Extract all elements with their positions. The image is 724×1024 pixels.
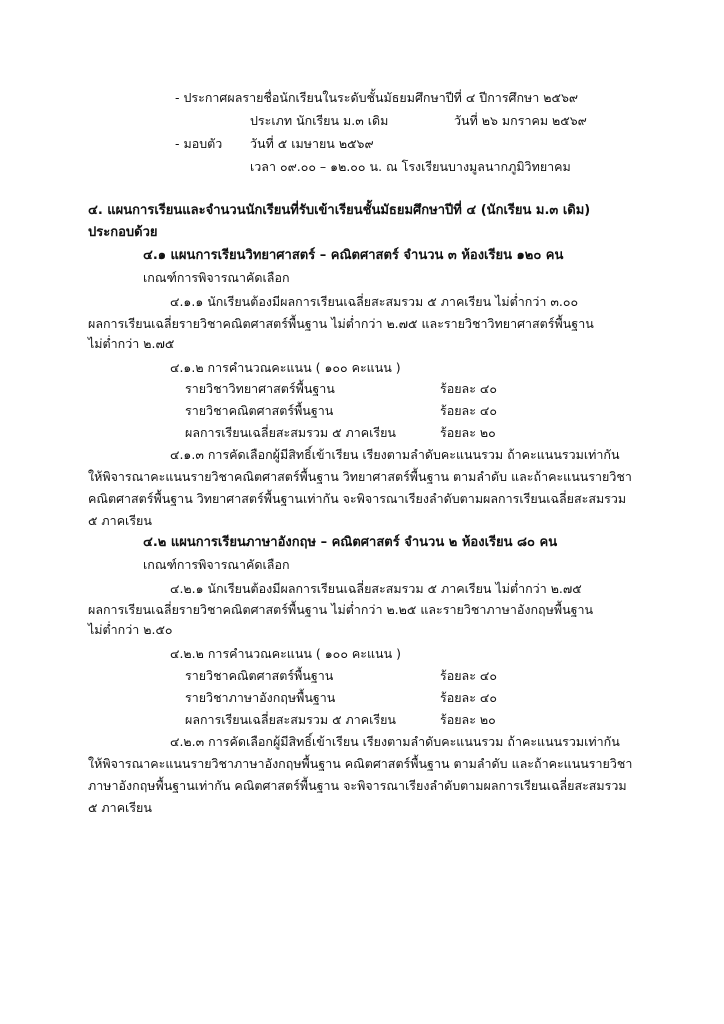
plan2-criterion1-line3: ไม่ต่ำกว่า ๒.๕๐: [88, 622, 173, 637]
plan2-criterion3-line2: ให้พิจารณาคะแนนรายวิชาภาษาอังกฤษพื้นฐาน คณิตศาสตร์พื้นฐาน ตามลำดับ และถ้าคะแนนรายวิชา: [88, 756, 633, 771]
plan1-criterion3-line3: คณิตศาสตร์พื้นฐาน วิทยาศาสตร์พื้นฐานเท่ากัน จะพิจารณาเรียงลำดับตามผลการเรียนเฉลี่ยสะสมรวม: [88, 491, 627, 506]
plan1-score-subject: รายวิชาวิทยาศาสตร์พื้นฐาน: [185, 381, 335, 396]
plan1-score-weight: ร้อยละ ๔๐: [440, 381, 497, 396]
report-time: เวลา ๐๙.๐๐ – ๑๒.๐๐ น. ณ โรงเรียนบางมูลนากภูมิวิทยาคม: [250, 159, 571, 174]
plan2-score-subject: ผลการเรียนเฉลี่ยสะสมรวม ๕ ภาคเรียน: [185, 712, 396, 727]
plan1-criterion3-line4: ๕ ภาคเรียน: [88, 513, 152, 528]
plan1-title: ๔.๑ แผนการเรียนวิทยาศาสตร์ – คณิตศาสตร์ จำนวน ๓ ห้องเรียน ๑๒๐ คน: [143, 248, 564, 263]
plan2-criterion3-line3: ภาษาอังกฤษพื้นฐานเท่ากัน คณิตศาสตร์พื้นฐาน จะพิจารณาเรียงลำดับตามผลการเรียนเฉลี่ยสะสมรวม: [88, 778, 627, 793]
plan2-criterion1-line2: ผลการเรียนเฉลี่ยรายวิชาคณิตศาสตร์พื้นฐาน ไม่ต่ำกว่า ๒.๒๕ และรายวิชาภาษาอังกฤษพื้นฐาน: [88, 602, 594, 617]
plan2-title: ๔.๒ แผนการเรียนภาษาอังกฤษ – คณิตศาสตร์ จำนวน ๒ ห้องเรียน ๘๐ คน: [143, 535, 558, 550]
plan2-score-weight: ร้อยละ ๔๐: [440, 690, 497, 705]
report-date: วันที่ ๕ เมษายน ๒๕๖๙: [250, 136, 374, 151]
section-heading-cont: ประกอบด้วย: [88, 225, 158, 240]
plan1-criterion1-line2: ผลการเรียนเฉลี่ยรายวิชาคณิตศาสตร์พื้นฐาน ไม่ต่ำกว่า ๒.๗๕ และรายวิชาวิทยาศาสตร์พื้นฐาน: [88, 316, 594, 331]
plan2-score-subject: รายวิชาคณิตศาสตร์พื้นฐาน: [185, 668, 334, 683]
plan1-score-subject: ผลการเรียนเฉลี่ยสะสมรวม ๕ ภาคเรียน: [185, 425, 396, 440]
plan2-criterion1-line1: ๔.๒.๑ นักเรียนต้องมีผลการเรียนเฉลี่ยสะสมรวม ๕ ภาคเรียน ไม่ต่ำกว่า ๒.๗๕: [170, 581, 582, 596]
plan2-score-weight: ร้อยละ ๔๐: [440, 668, 497, 683]
plan2-criterion3-line4: ๕ ภาคเรียน: [88, 800, 152, 815]
plan1-criteria-label: เกณฑ์การพิจารณาคัดเลือก: [143, 270, 290, 285]
announce-label: - ประกาศผลรายชื่อนักเรียนในระดับชั้นมัธยมศึกษาปีที่ ๔ ปีการศึกษา ๒๕๖๙: [175, 90, 579, 105]
plan1-score-title: ๔.๑.๒ การคำนวณคะแนน ( ๑๐๐ คะแนน ): [170, 360, 401, 375]
plan2-criteria-label: เกณฑ์การพิจารณาคัดเลือก: [143, 557, 290, 572]
plan2-score-title: ๔.๒.๒ การคำนวณคะแนน ( ๑๐๐ คะแนน ): [170, 646, 401, 661]
plan1-score-weight: ร้อยละ ๒๐: [440, 425, 496, 440]
plan1-score-weight: ร้อยละ ๔๐: [440, 403, 497, 418]
plan1-criterion1-line1: ๔.๑.๑ นักเรียนต้องมีผลการเรียนเฉลี่ยสะสมรวม ๕ ภาคเรียน ไม่ต่ำกว่า ๓.๐๐: [170, 294, 579, 309]
plan1-score-subject: รายวิชาคณิตศาสตร์พื้นฐาน: [185, 403, 334, 418]
plan2-score-weight: ร้อยละ ๒๐: [440, 712, 496, 727]
plan2-criterion3-line1: ๔.๒.๓ การคัดเลือกผู้มีสิทธิ์เข้าเรียน เรียงตามลำดับคะแนนรวม ถ้าคะแนนรวมเท่ากัน: [170, 734, 620, 749]
announce-date: วันที่ ๒๖ มกราคม ๒๕๖๙: [454, 113, 587, 128]
plan1-criterion3-line2: ให้พิจารณาคะแนนรายวิชาคณิตศาสตร์พื้นฐาน วิทยาศาสตร์พื้นฐาน ตามลำดับ และถ้าคะแนนรายวิชา: [88, 469, 632, 484]
plan2-score-subject: รายวิชาภาษาอังกฤษพื้นฐาน: [185, 690, 336, 705]
report-label: - มอบตัว: [175, 136, 223, 151]
plan1-criterion1-line3: ไม่ต่ำกว่า ๒.๗๕: [88, 336, 175, 351]
section-heading: ๔. แผนการเรียนและจำนวนนักเรียนที่รับเข้าเรียนชั้นมัธยมศึกษาปีที่ ๔ (นักเรียน ม.๓ เดิม): [88, 203, 591, 218]
announce-type: ประเภท นักเรียน ม.๓ เดิม: [250, 113, 389, 128]
plan1-criterion3-line1: ๔.๑.๓ การคัดเลือกผู้มีสิทธิ์เข้าเรียน เรียงตามลำดับคะแนนรวม ถ้าคะแนนรวมเท่ากัน: [170, 447, 620, 462]
